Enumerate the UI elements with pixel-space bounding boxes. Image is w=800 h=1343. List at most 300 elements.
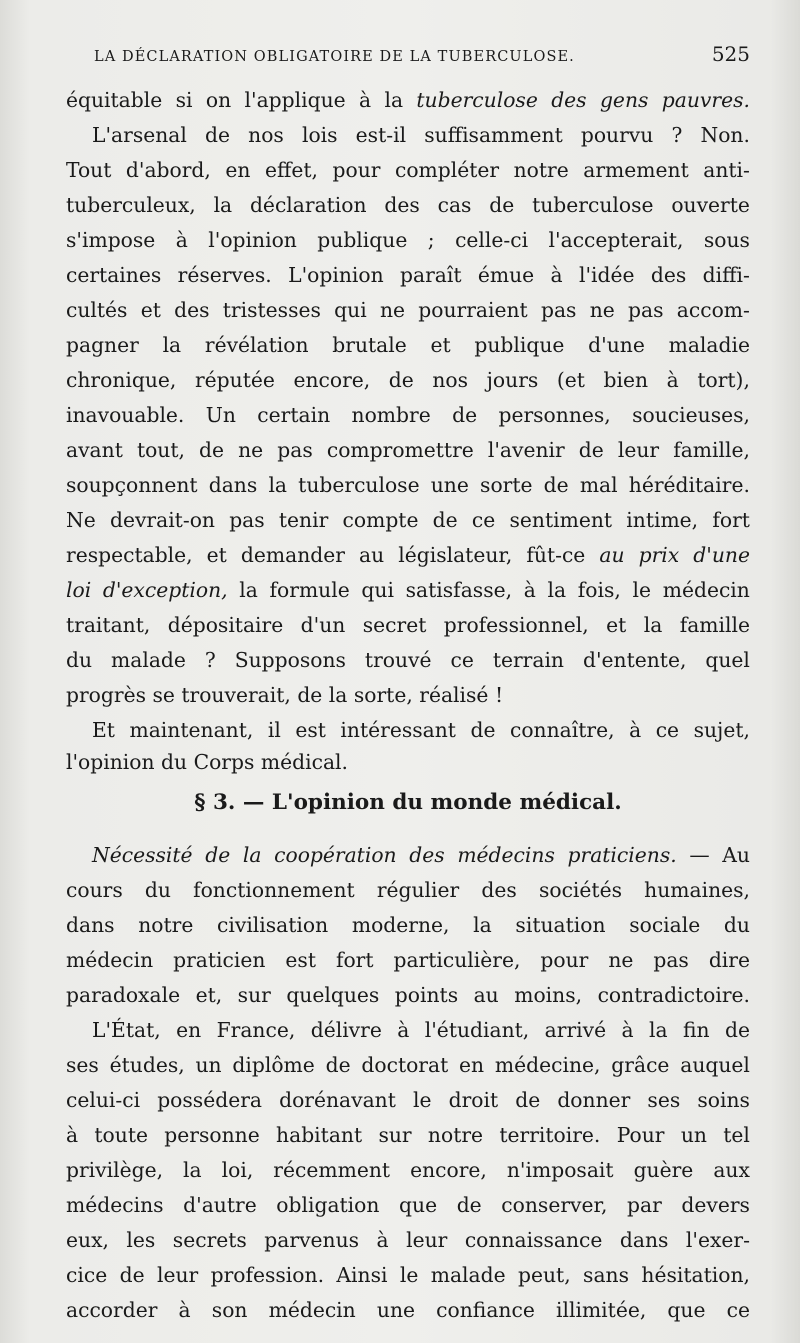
word: de [199,438,225,462]
word: qui [334,298,367,322]
word: leur [156,1263,199,1287]
word: L'opinion [288,263,384,287]
word: personnes, [498,403,611,427]
word: compromettre [326,438,474,462]
word: une [376,1298,416,1322]
word: doctorat [361,1053,449,1077]
word: la [162,333,182,357]
word: héréditaire. [628,473,750,497]
word: sous [703,228,750,252]
word: secret [362,613,427,637]
word: une [430,473,469,497]
word: Nécessité [92,843,193,867]
word: pagner [66,333,139,357]
word: l'opinion [66,750,155,774]
word: cultés [66,298,128,322]
word: ; [427,228,435,252]
word: L'État, [92,1018,161,1042]
word: des [481,878,517,902]
word: fût-ce [526,543,586,567]
text-line [66,1228,750,1262]
word: au [473,983,499,1007]
text-line [66,1263,750,1297]
word: à [523,578,536,602]
word: n'imposait [506,1158,614,1182]
word: tuberculose [416,88,538,112]
word: auquel [680,1053,750,1077]
word: équitable [66,88,163,112]
word: soins [697,1088,750,1112]
word: que [399,1193,438,1217]
word: soupçonnent [66,473,198,497]
word: chronique, [66,368,177,392]
word: loi, [221,1158,254,1182]
word: l'accepterait, [548,228,684,252]
section-heading: § 3. — L'opinion du monde médical. [194,790,622,815]
word: devrait-on [109,508,215,532]
word: Ne [66,508,96,532]
word: du [144,878,171,902]
word: habitant [276,1123,363,1147]
word: humaines, [644,878,750,902]
word: compléter [394,158,500,182]
word: la [649,1018,668,1042]
word: des [174,298,210,322]
word: le [413,1088,432,1112]
word: que [667,1298,706,1322]
word: sans [583,1263,630,1287]
word: la [268,473,288,497]
word: accom- [676,298,750,322]
word: on [205,88,232,112]
text-line [66,1158,750,1192]
word: de [489,193,515,217]
text-line [66,1193,750,1227]
word: l'avenir [487,438,565,462]
word: tort), [697,368,750,392]
word: fin [682,1018,710,1042]
word: ce [471,508,496,532]
word: profession. [210,1263,325,1287]
word: médecine, [494,1053,601,1077]
text-line [66,683,750,717]
running-head [94,42,750,72]
word: tel [723,1123,750,1147]
word: ce [450,648,474,672]
word: — [689,843,710,867]
word: pourraient [418,298,528,322]
text-line [66,298,750,332]
word: territoire. [499,1123,601,1147]
text-line [66,983,750,1017]
word: secrets [172,1228,247,1252]
word: demander [240,543,345,567]
word: pas [540,298,577,322]
word: quel [705,648,750,672]
word: ses [647,1088,681,1112]
word: bien [603,368,649,392]
word: d'autre [183,1193,257,1217]
word: déclaration [249,193,367,217]
word: paraît [400,263,462,287]
word: Corps [193,750,255,774]
word: d'un [300,613,346,637]
text-line [66,750,750,784]
word: ne [238,438,264,462]
word: ses [66,1053,99,1077]
word: confiance [436,1298,535,1322]
word: dans [619,1228,669,1252]
word: études, [109,1053,185,1077]
word: de [205,843,231,867]
word: du [66,648,93,672]
text-line [66,438,750,472]
word: formule [269,578,350,602]
word: de [205,123,231,147]
word: brutale [332,333,407,357]
word: intime, [626,508,699,532]
word: pas [229,508,265,532]
word: effet, [264,158,318,182]
word: dans [66,913,115,937]
word: prix [638,543,680,567]
word: ne [379,298,406,322]
word: leur [406,1228,448,1252]
word: fois, [577,578,621,602]
text-line [66,193,750,227]
word: ne [608,948,634,972]
word: à [550,263,563,287]
word: l'exer- [685,1228,750,1252]
word: contradictoire. [597,983,750,1007]
word: compte [342,508,419,532]
word: illimitée, [556,1298,647,1322]
word: diffi- [702,263,750,287]
word: de [515,1088,541,1112]
word: la [239,578,258,602]
text-line [66,578,750,612]
word: ? [671,123,683,147]
word: Ainsi [336,1263,388,1287]
word: moins, [514,983,583,1007]
word: hésitation, [641,1263,750,1287]
word: trouverait, [181,683,291,707]
word: d'une [588,333,645,357]
word: et, [195,983,223,1007]
word: de [452,403,478,427]
word: et [140,298,161,322]
word: moderne, [351,913,450,937]
word: l'étudiant, [424,1018,530,1042]
word: sur [378,1123,412,1147]
word: médecins [457,843,555,867]
word: au [359,543,385,567]
word: des [409,843,445,867]
word: Au [722,843,750,867]
word: fonctionnement [193,878,355,902]
word: à [359,88,372,112]
word: la [328,683,348,707]
word: peut, [518,1263,571,1287]
word: tenir [278,508,329,532]
word: certaines [66,263,162,287]
word: malade [430,1263,506,1287]
text-line [66,333,750,367]
word: se [152,683,175,707]
word: pauvres. [661,88,750,112]
word: du [161,750,188,774]
word: à [178,1298,191,1322]
word: notre [513,158,569,182]
word: de [724,1018,750,1042]
word: dépositaire [167,613,284,637]
word: professionnel, [443,613,589,637]
word: connaissance [464,1228,603,1252]
word: la [213,193,233,217]
text-line [92,843,750,877]
word: de [432,508,458,532]
text-line [66,508,750,542]
word: famille [679,613,750,637]
word: sorte [480,473,533,497]
word: grâce [611,1053,670,1077]
word: jours [486,368,539,392]
word: ce [726,1298,750,1322]
word: régulier [376,878,460,902]
word: cours [66,878,123,902]
word: d'abord, [125,158,211,182]
word: civilisation [217,913,329,937]
word: la [183,1158,202,1182]
word: conserver, [501,1193,608,1217]
word: nombre [351,403,431,427]
word: il [267,718,281,742]
word: sentiment [509,508,613,532]
text-line [66,1053,750,1087]
word: par [627,1193,662,1217]
word: de [470,718,496,742]
word: praticiens. [567,843,677,867]
word: un [195,1053,222,1077]
word: des [650,263,687,287]
word: traitant, [66,613,151,637]
word: médecin [66,948,154,972]
word: soucieuses, [632,403,750,427]
word: guère [633,1158,694,1182]
word: ce [655,718,680,742]
word: médical. [260,750,348,774]
text-line [66,158,750,192]
word: est [295,718,326,742]
word: publique [317,228,408,252]
word: parvenus [264,1228,360,1252]
word: de [297,683,323,707]
word: et [430,333,451,357]
word: (et [556,368,585,392]
word: celle-ci [455,228,529,252]
word: tuberculeux, [66,193,196,217]
word: médecin [268,1298,356,1322]
word: est-il [355,123,407,147]
word: de [543,473,569,497]
word: de [119,1263,145,1287]
word: encore, [293,368,371,392]
word: trouvé [364,648,432,672]
word: possédera [157,1088,262,1112]
word: sujet, [693,718,750,742]
text-line [66,473,750,507]
word: la [643,613,663,637]
text-line [66,368,750,402]
word: ! [494,683,504,707]
word: encore, [410,1158,487,1182]
word: Pour [616,1123,665,1147]
word: pas [628,298,664,322]
word: médecins [66,1193,164,1217]
word: ne [589,298,615,322]
text-line [66,878,750,912]
word: notre [138,913,194,937]
text-line [66,88,750,122]
text-line [66,1123,750,1157]
word: pour [332,158,381,182]
word: à [621,1018,634,1042]
word: aux [713,1158,750,1182]
word: en [459,1053,485,1077]
word: praticien [173,948,266,972]
word: notre [427,1123,484,1147]
word: toute [94,1123,148,1147]
text-line [66,403,750,437]
word: Non. [700,123,750,147]
word: avant [66,438,123,462]
word: est [285,948,316,972]
word: s'impose [66,228,156,252]
word: dans [208,473,258,497]
word: l'idée [579,263,635,287]
word: armement [583,158,689,182]
word: situation [515,913,606,937]
word: Un [205,403,236,427]
running-title: LA DÉCLARATION OBLIGATOIRE DE LA TUBERCULOSE. [94,49,575,65]
word: à [376,1228,389,1252]
text-line [66,228,750,262]
word: médecin [662,578,750,602]
word: tristesses [222,298,321,322]
word: France, [216,1018,296,1042]
word: particulière, [393,948,521,972]
word: Et [92,718,115,742]
text-line [66,543,750,577]
word: les [126,1228,156,1252]
word: droit [448,1088,499,1112]
word: pas [277,438,313,462]
word: devers [681,1193,750,1217]
word: personne [164,1123,260,1147]
word: le [632,578,652,602]
word: cice [66,1263,108,1287]
text-line [66,1298,750,1332]
word: de [578,438,604,462]
word: pas [653,948,689,972]
text-line [92,123,750,157]
word: et [206,543,227,567]
text-line [92,1018,750,1052]
word: ? [204,648,216,672]
word: cas [437,193,472,217]
word: suffisamment [424,123,563,147]
word: la [473,913,492,937]
word: eux, [66,1228,109,1252]
text-line [66,913,750,947]
text-line [66,948,750,982]
word: leur [617,438,660,462]
word: et [606,613,627,637]
word: famille, [673,438,750,462]
word: législateur, [398,543,513,567]
word: gens [599,88,649,112]
word: diplôme [232,1053,315,1077]
word: à [66,1123,79,1147]
word: loi [66,578,92,602]
word: en [225,158,251,182]
word: dorénavant [279,1088,396,1112]
word: mal [579,473,618,497]
text-line [66,1088,750,1122]
word: délivre [310,1018,382,1042]
word: à [397,1018,410,1042]
word: tuberculose [298,473,420,497]
word: d'une [693,543,750,567]
word: progrès [66,683,146,707]
word: si [175,88,193,112]
word: la [384,88,404,112]
word: intéressant [340,718,456,742]
word: maladie [668,333,750,357]
word: en [176,1018,202,1042]
text-line [66,648,750,682]
word: privilège, [66,1158,164,1182]
word: émue [477,263,535,287]
word: récemment [273,1158,391,1182]
word: un [680,1123,707,1147]
word: de [325,1053,351,1077]
word: sorte, [353,683,413,707]
word: Supposons [234,648,346,672]
word: de [456,1193,482,1217]
word: inavouable. [66,403,185,427]
word: publique [474,333,565,357]
word: son [211,1298,248,1322]
word: dire [708,948,750,972]
word: certain [257,403,331,427]
word: la [242,843,262,867]
word: arrivé [544,1018,607,1042]
word: réalisé [419,683,489,707]
word: de [388,368,414,392]
word: anti- [703,158,750,182]
word: respectable, [66,543,193,567]
word: accorder [66,1298,158,1322]
word: révélation [204,333,309,357]
word: sociale [629,913,701,937]
word: lois [301,123,338,147]
word: du [723,913,750,937]
word: points [394,983,459,1007]
word: réputée [194,368,275,392]
text-line [66,613,750,647]
word: au [599,543,625,567]
